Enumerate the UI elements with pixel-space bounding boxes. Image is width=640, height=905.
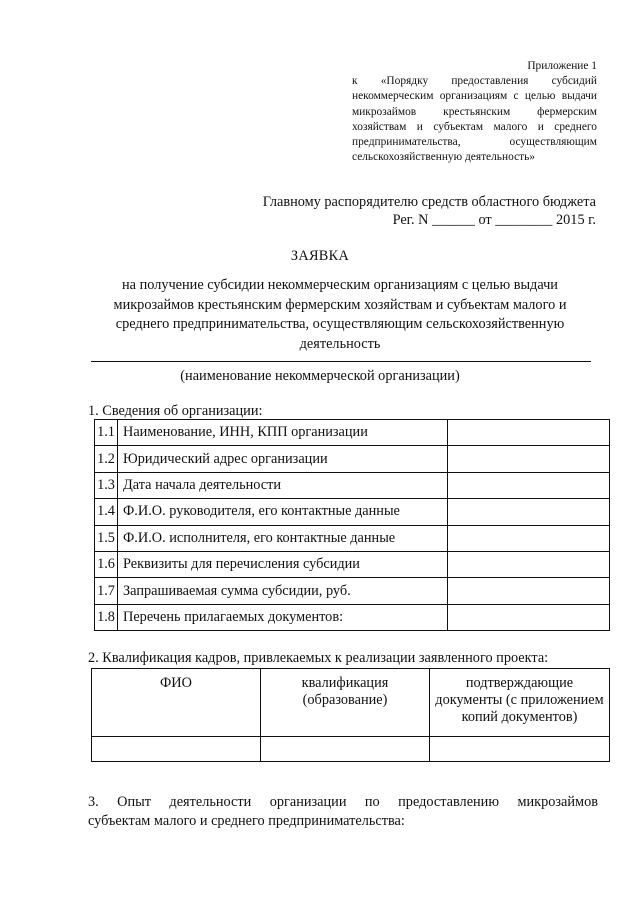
page-title: ЗАЯВКА (290, 248, 350, 264)
registration-line: Рег. N ______ от ________ 2015 г. (392, 212, 596, 228)
row-value[interactable] (448, 472, 610, 498)
section1-heading: 1. Сведения об организации: (88, 403, 263, 419)
appendix-block (352, 59, 597, 165)
row-label: Юридический адрес организации (118, 446, 448, 472)
appendix-title: Приложение 1 (527, 60, 597, 72)
row-number: 1.3 (95, 472, 118, 498)
table-row (95, 446, 610, 472)
row-value[interactable] (448, 420, 610, 446)
column-header-qualification: квалификация (образование) (261, 669, 430, 737)
row-label: Наименование, ИНН, КПП организации (118, 420, 448, 446)
row-value[interactable] (448, 525, 610, 551)
table-row (95, 551, 610, 577)
row-number: 1.1 (95, 420, 118, 446)
row-label: Ф.И.О. исполнителя, его контактные данные (118, 525, 448, 551)
section3-heading-cont: субъектам малого и среднего предпринимательства: (88, 813, 405, 829)
organization-info-table (94, 419, 610, 631)
org-name-blank[interactable] (91, 361, 591, 362)
row-value[interactable] (448, 551, 610, 577)
qualification-cell[interactable] (261, 737, 430, 762)
fio-cell[interactable] (92, 737, 261, 762)
row-number: 1.2 (95, 446, 118, 472)
appendix-text: к «Порядку предоставления субсидий некоммерческим организациям с целью выдачи микрозаймов крестьянским фермерским хозяйствам и субъектам малого и среднего предпринимательства, осуществляющим сельскохозяйственную деятельность» (352, 75, 597, 164)
row-label: Перечень прилагаемых документов: (118, 604, 448, 630)
row-number: 1.5 (95, 525, 118, 551)
row-label: Запрашиваемая сумма субсидии, руб. (118, 578, 448, 604)
row-value[interactable] (448, 578, 610, 604)
column-header-documents: подтверждающие документы (с приложением копий документов) (430, 669, 610, 737)
addressee-block (160, 193, 596, 229)
row-label: Реквизиты для перечисления субсидии (118, 551, 448, 577)
row-number: 1.8 (95, 604, 118, 630)
table-row (95, 420, 610, 446)
column-header-fio: ФИО (92, 669, 261, 737)
row-number: 1.7 (95, 578, 118, 604)
table-row (95, 472, 610, 498)
row-number: 1.6 (95, 551, 118, 577)
table-row (95, 604, 610, 630)
org-name-caption: (наименование некоммерческой организации) (180, 368, 460, 384)
row-label: Ф.И.О. руководителя, его контактные данные (118, 499, 448, 525)
section2-heading: 2. Квалификация кадров, привлекаемых к реализации заявленного проекта: (88, 650, 549, 666)
table-row (95, 499, 610, 525)
row-number: 1.4 (95, 499, 118, 525)
page-subtitle: на получение субсидии некоммерческим организациям с целью выдачи микрозаймов крестьянским фермерским хозяйствам и субъектам малого и среднего предпринимательства, осуществляющим сельскохозяйственную деятельность (113, 277, 567, 352)
documents-cell[interactable] (430, 737, 610, 762)
table-row (95, 525, 610, 551)
row-value[interactable] (448, 446, 610, 472)
row-value[interactable] (448, 604, 610, 630)
addressee-line: Главному распорядителю средств областного бюджета (262, 194, 596, 210)
row-value[interactable] (448, 499, 610, 525)
table-row (92, 737, 610, 762)
staff-qualification-table (91, 668, 610, 762)
row-label: Дата начала деятельности (118, 472, 448, 498)
section3-heading: 3. Опыт деятельности организации по предоставлению микрозаймов (88, 794, 598, 810)
table-row (95, 578, 610, 604)
